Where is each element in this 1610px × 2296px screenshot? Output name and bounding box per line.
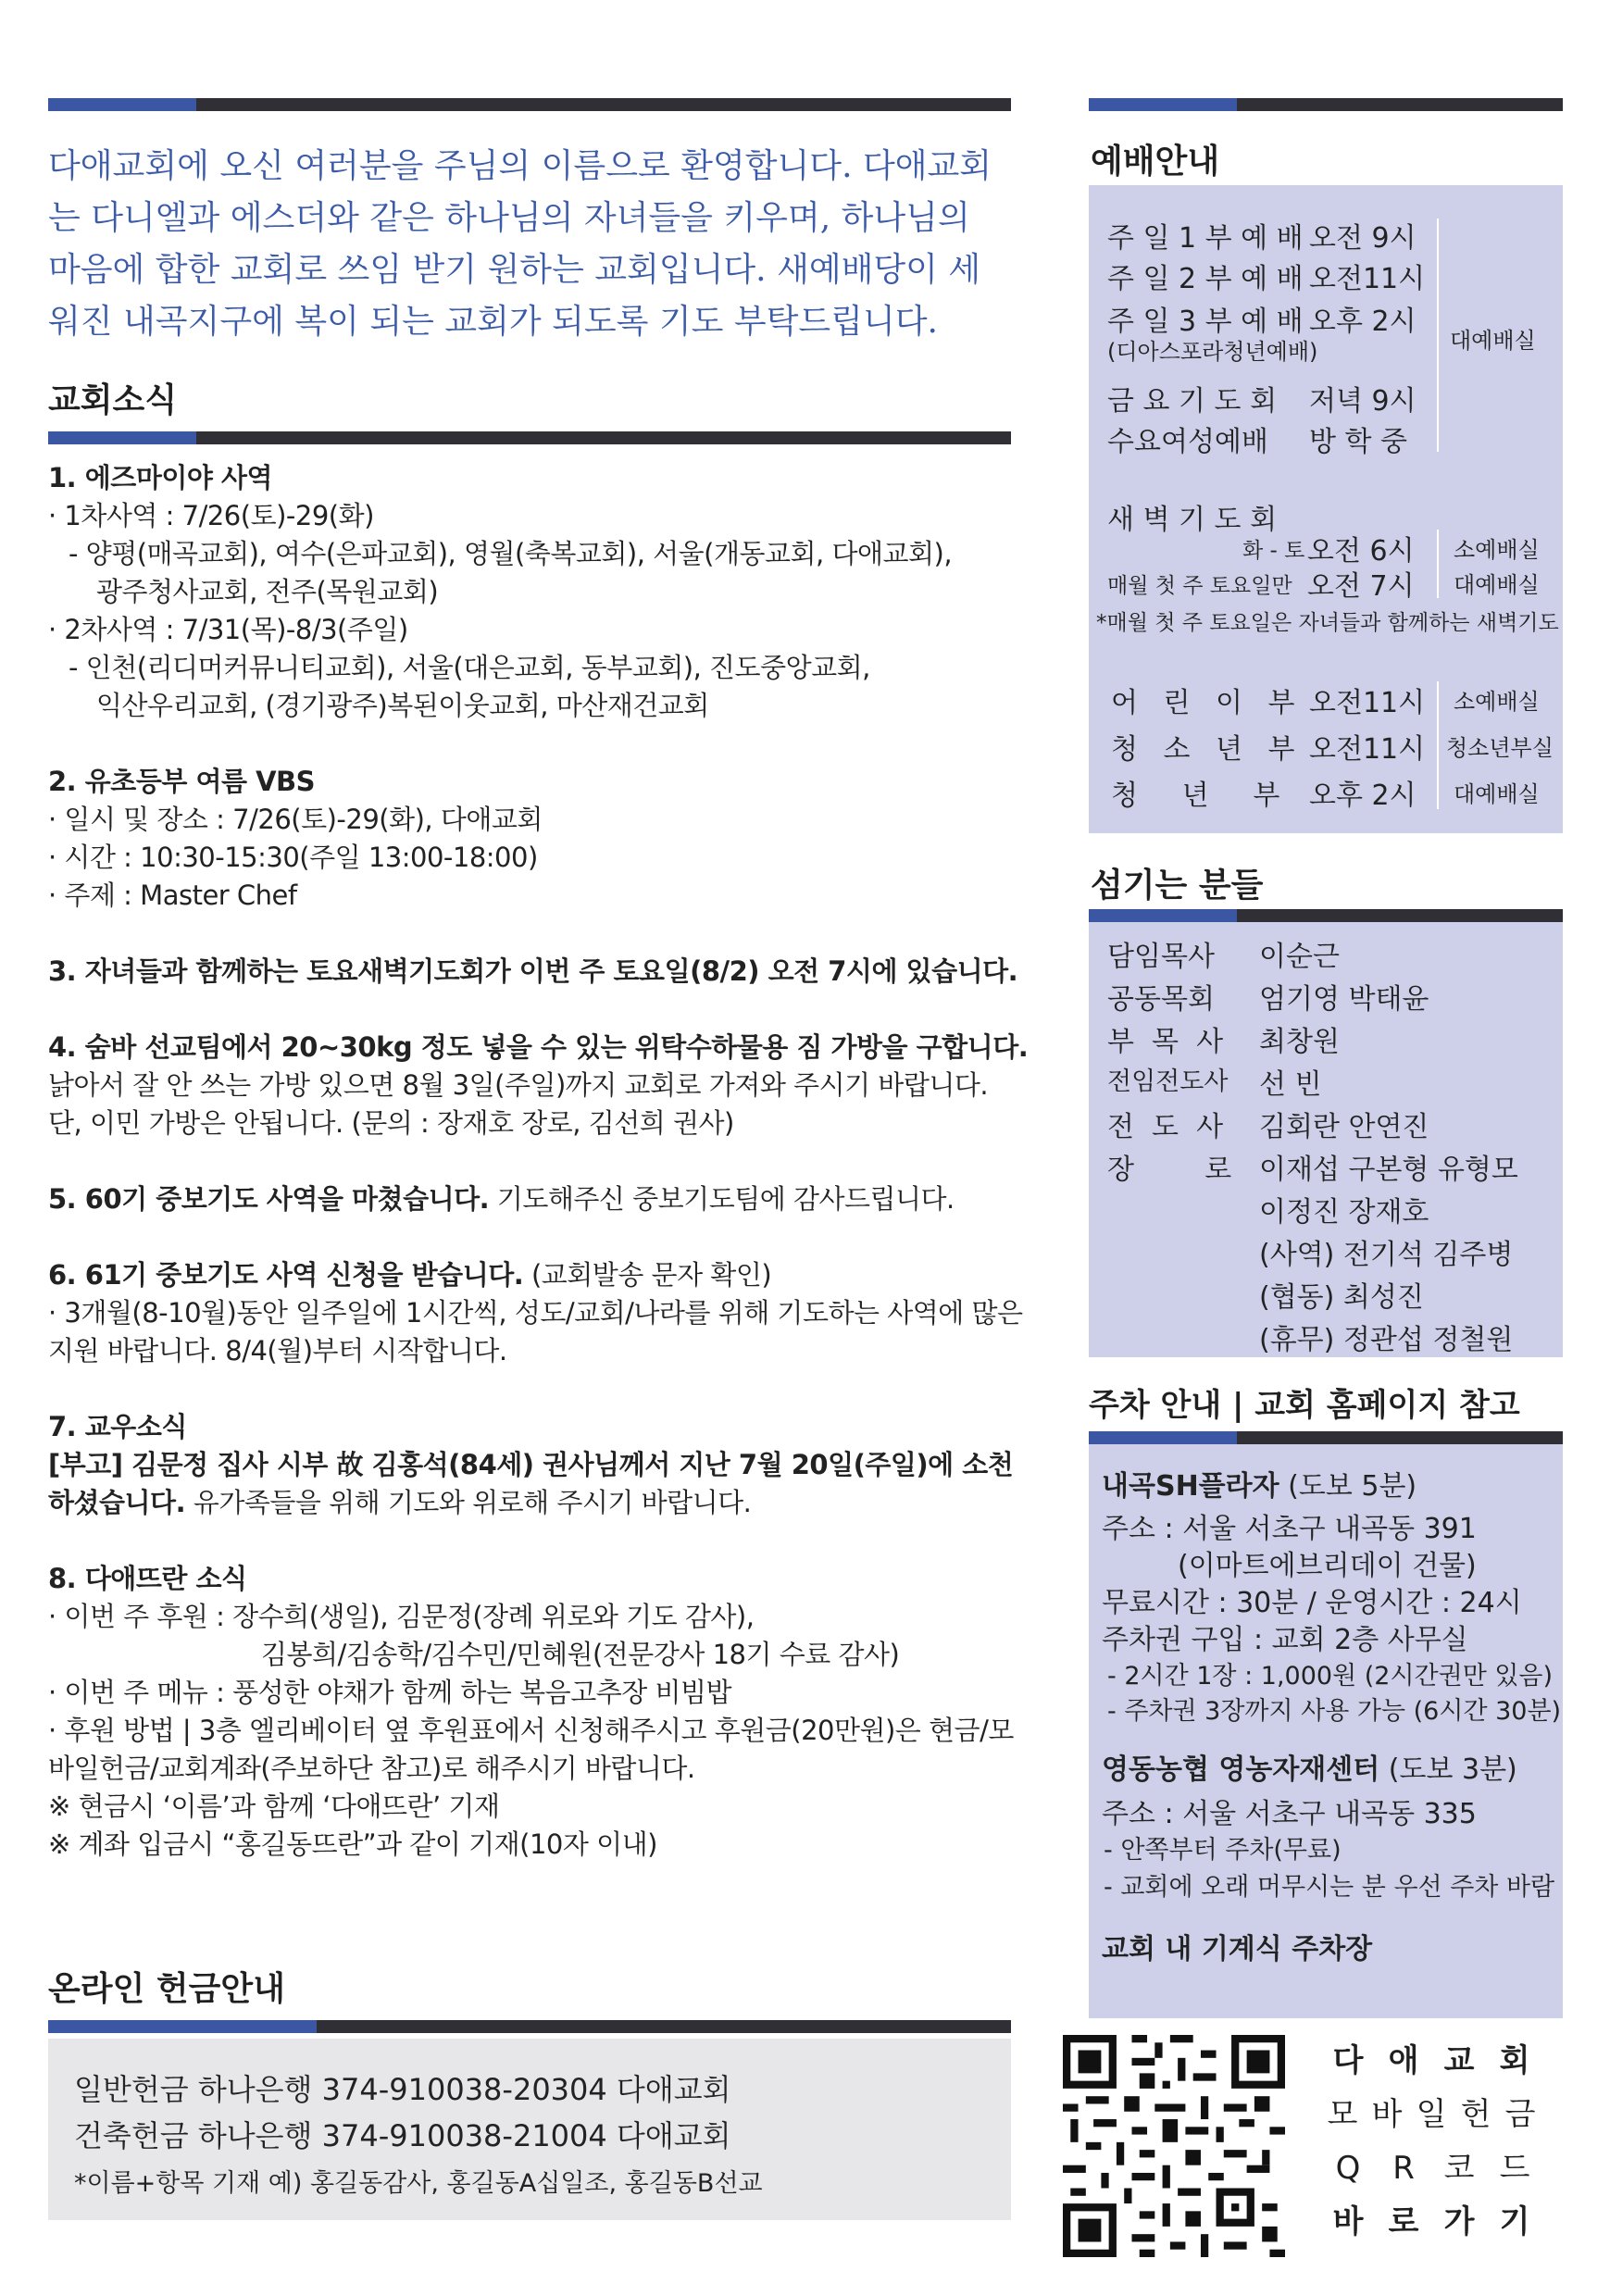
worship-service-name: 청 소 년 부 [1111,733,1295,766]
welcome-line: 는 다니엘과 에스더와 같은 하나님의 자녀들을 키우며, 하나님의 [48,199,970,237]
news-divider [48,431,1011,444]
news-item-1 [48,459,1030,725]
worship-place: 대예배실 [1450,328,1536,354]
online-divider [48,2020,1011,2033]
parking-note: - 안쪽부터 주차(무료) [1104,1836,1342,1865]
servant-role: 부 목 사 [1107,1026,1224,1058]
qr-char: 바 [1371,2096,1403,2133]
qr-caption-line [1320,2142,1542,2188]
dawn-note: *매월 첫 주 토요일은 자녀들과 함께하는 새벽기도 [1096,611,1559,635]
building-offering-account: 건축헌금 하나은행 374-910038-21004 다애교회 [74,2118,731,2153]
worship-place: 소예배실 [1454,689,1540,715]
news-item-title: 2. 유초등부 여름 VBS [48,766,316,797]
news-line: ※ 계좌 입금시 “홍길동뜨란”과 같이 기재(10자 이내) [48,1828,657,1860]
servant-names: 이순근 [1259,941,1340,973]
worship-service-name: 금 요 기 도 회 [1107,385,1278,418]
news-line: · 3개월(8-10월)동안 일주일에 1시간씩, 성도/교회/나라를 위해 기도하는 사역에 많은 지원 바랍니다. 8/4(월)부터 시작합니다. [48,1297,1023,1366]
welcome-line: 마음에 합한 교회로 쓰임 받기 원하는 교회입니다. 새예배당이 세 [48,251,981,289]
news-item-title: 7. 교우소식 [48,1411,187,1442]
news-item-8 [48,1560,1030,1864]
servant-names: (협동) 최성진 [1259,1281,1424,1314]
worship-service-name: 청 년 부 [1111,780,1280,812]
qr-caption-line[interactable] [1320,2196,1542,2241]
news-item-body: (교회발송 문자 확인) [523,1259,772,1291]
parking-hours: 무료시간 : 30분 / 운영시간 : 24시 [1102,1587,1522,1619]
qr-char: 코 [1443,2150,1475,2187]
worship-service-sub: (디아스포라청년예배) [1107,339,1318,365]
welcome-line: 다애교회에 오신 여러분을 주님의 이름으로 환영합니다. 다애교회 [48,147,992,185]
news-item-title: 8. 다애뜨란 소식 [48,1563,247,1594]
online-offering-title: 온라인 헌금안내 [48,1970,285,2008]
top-divider-left [48,98,1011,111]
news-item-title: 1. 에즈마이야 사역 [48,462,272,493]
news-line: 유가족들을 위해 기도와 위로해 주시기 바랍니다. [193,1487,752,1518]
servant-names: 이정진 장재호 [1259,1196,1429,1229]
news-line: · 1차사역 : 7/26(토)-29(화) [48,500,374,531]
servants-title: 섬기는 분들 [1091,867,1264,905]
worship-place: 청소년부실 [1446,735,1554,761]
worship-service-time: 오전 7시 [1307,570,1415,603]
dawn-days: 화 - 토 [1242,539,1305,563]
welcome-line: 워진 내곡지구에 복이 되는 교회가 되도록 기도 부탁드립니다. [48,303,938,341]
news-item-7 [48,1408,1030,1522]
worship-place: 소예배실 [1454,537,1540,563]
worship-service-time: 방 학 중 [1309,426,1408,458]
parking-lot-name: 내곡SH플라자 [1102,1470,1279,1503]
servant-role: 담임목사 [1107,941,1215,973]
parking-address: 주소 : 서울 서초구 내곡동 335 [1102,1798,1477,1830]
worship-service-name: 새 벽 기 도 회 [1107,504,1278,536]
offering-note: *이름+항목 기재 예) 홍길동감사, 홍길동A십일조, 홍길동B선교 [74,2169,763,2198]
news-line: · 이번 주 메뉴 : 풍성한 야채가 함께 하는 복음고추장 비빔밥 [48,1677,731,1708]
worship-divider [1437,681,1439,809]
news-line: - 양평(매곡교회), 여수(은파교회), 영월(축복교회), 서울(개동교회, 다애교회), [69,538,953,569]
qr-char: 다 [1332,2042,1364,2079]
worship-service-time: 오전11시 [1309,263,1426,295]
qr-char: 기 [1499,2203,1530,2240]
news-line: [부고] 김문정 집사 시부 故 김홍석(84세) 권사님께서 지난 7월 20일(주일)에 소천하셨습니다. [48,1449,1014,1518]
parking-title: 주차 안내 | 교회 홈페이지 참고 [1089,1387,1520,1424]
worship-service-name: 주 일 1 부 예 배 [1107,222,1304,255]
qr-char: 애 [1388,2042,1419,2079]
parking-note: - 교회에 오래 머무시는 분 우선 주차 바람 [1104,1873,1555,1902]
parking-divider [1089,1431,1563,1444]
worship-service-name: 주 일 2 부 예 배 [1107,263,1304,295]
qr-char: 드 [1499,2150,1530,2187]
news-line: - 인천(리디머커뮤니티교회), 서울(대은교회, 동부교회), 진도중앙교회, [69,652,870,683]
worship-service-time: 오전 9시 [1309,222,1417,255]
news-item-6 [48,1256,1030,1370]
worship-service-time: 오전11시 [1309,733,1426,766]
qr-char: 가 [1443,2203,1475,2240]
worship-service-name: 주 일 3 부 예 배 [1107,306,1304,338]
news-item-4 [48,1029,1030,1142]
servant-names: 이재섭 구본형 유형모 [1259,1154,1518,1186]
servant-names: 엄기영 박태윤 [1259,983,1429,1016]
parking-lot-3: 교회 내 기계식 주차장 [1102,1933,1373,1965]
worship-title: 예배안내 [1091,143,1220,181]
worship-divider [1437,218,1439,452]
news-line: 김봉희/김송학/김수민/민혜원(전문강사 18기 수료 감사) [261,1639,900,1670]
news-line: · 2차사역 : 7/31(목)-8/3(주일) [48,614,408,645]
news-line: · 이번 주 후원 : 장수희(생일), 김문정(장례 위로와 기도 감사), [48,1601,755,1632]
parking-lot-name: 영동농협 영농자재센터 [1102,1753,1380,1786]
worship-place: 대예배실 [1454,572,1540,598]
servants-divider [1089,909,1563,922]
news-list [48,459,1030,1902]
servant-role: 공동목회 [1107,983,1215,1016]
worship-service-time: 저녁 9시 [1309,385,1417,418]
worship-service-time: 오전 6시 [1307,535,1415,568]
parking-building: (이마트에브리데이 건물) [1178,1550,1477,1582]
qr-char: 헌 [1460,2096,1491,2133]
servant-names: 김회란 안연진 [1259,1111,1429,1143]
news-line: 광주청사교회, 전주(목원교회) [96,576,439,607]
qr-char: 금 [1504,2096,1536,2133]
news-item-body: 낡아서 잘 안 쓰는 가방 있으면 8월 3일(주일)까지 교회로 가져와 주시기 바랍니다. 단, 이민 가방은 안됩니다. (문의 : 장재호 장로, 김선희 권사) [48,1069,989,1139]
news-item-title: 6. 61기 중보기도 사역 신청을 받습니다. [48,1259,524,1291]
qr-char: 모 [1327,2096,1358,2133]
worship-service-time: 오후 2시 [1309,780,1417,812]
qr-code-icon[interactable] [1063,2035,1285,2257]
servant-role: 장 로 [1107,1154,1232,1186]
news-item-title: 5. 60기 중보기도 사역을 마쳤습니다. [48,1183,490,1215]
worship-divider [1437,530,1439,598]
parking-lot-2 [1102,1746,1517,1787]
worship-service-name: 수요여성예배 [1107,426,1268,458]
dawn-saturday: 매월 첫 주 토요일만 [1107,574,1292,598]
qr-char: 로 [1388,2203,1419,2240]
qr-char: Q [1335,2150,1361,2187]
news-title: 교회소식 [48,381,178,419]
parking-lot-1 [1102,1463,1417,1504]
news-line: · 후원 방법 | 3층 엘리베이터 옆 후원표에서 신청해주시고 후원금(20만원)은 현금/모바일헌금/교회계좌(주보하단 참고)로 해주시기 바랍니다. [48,1715,1014,1784]
top-divider-right [1089,98,1563,111]
news-item-title: 3. 자녀들과 함께하는 토요새벽기도회가 이번 주 토요일(8/2) 오전 7시에 있습니다. [48,955,1018,987]
qr-caption-line [1320,2089,1542,2134]
worship-service-name: 어 린 이 부 [1111,687,1295,719]
welcome-message [48,141,1020,348]
parking-fee: - 2시간 1장 : 1,000원 (2시간권만 있음) [1107,1662,1554,1691]
parking-walk-time: (도보 3분) [1379,1753,1517,1786]
servant-names: 최창원 [1259,1026,1340,1058]
servant-role: 전 도 사 [1107,1111,1224,1143]
worship-service-time: 오전11시 [1309,687,1426,719]
news-line: · 주제 : Master Chef [48,880,297,911]
news-line: · 시간 : 10:30-15:30(주일 13:00-18:00) [48,842,538,873]
parking-address: 주소 : 서울 서초구 내곡동 391 [1102,1513,1477,1545]
online-offering-box [48,2039,1011,2220]
qr-char: 회 [1499,2042,1530,2079]
parking-limit: - 주차권 3장까지 사용 가능 (6시간 30분) [1107,1697,1562,1726]
worship-service-time: 오후 2시 [1309,306,1417,338]
servant-names: (사역) 전기석 김주병 [1259,1239,1514,1271]
news-line: 익산우리교회, (경기광주)복된이웃교회, 마산재건교회 [96,690,709,721]
qr-caption-line [1320,2035,1542,2080]
news-item-3 [48,953,1030,991]
servant-names: 선 빈 [1259,1068,1322,1101]
qr-char: 일 [1416,2096,1447,2133]
news-item-title: 4. 숨바 선교팀에서 20~30kg 정도 넣을 수 있는 위탁수하물용 짐 가방을 구합니다. [48,1031,1029,1063]
news-item-5 [48,1180,1030,1218]
news-item-2 [48,763,1030,915]
general-offering-account: 일반헌금 하나은행 374-910038-20304 다애교회 [74,2072,731,2107]
news-line: ※ 현금시 ‘이름’과 함께 ‘다애뜨란’ 기재 [48,1791,500,1822]
worship-place: 대예배실 [1454,781,1540,807]
parking-ticket-buy: 주차권 구입 : 교회 2층 사무실 [1102,1624,1468,1656]
parking-walk-time: (도보 5분) [1279,1470,1417,1503]
servant-names: (휴무) 정관섭 정철원 [1259,1324,1514,1356]
qr-char: R [1392,2150,1415,2187]
qr-char: 교 [1443,2042,1475,2079]
qr-char: 바 [1332,2203,1364,2240]
news-item-body: 기도해주신 중보기도팀에 감사드립니다. [489,1183,955,1215]
news-line: · 일시 및 장소 : 7/26(토)-29(화), 다애교회 [48,804,543,835]
servant-role: 전임전도사 [1107,1067,1229,1096]
